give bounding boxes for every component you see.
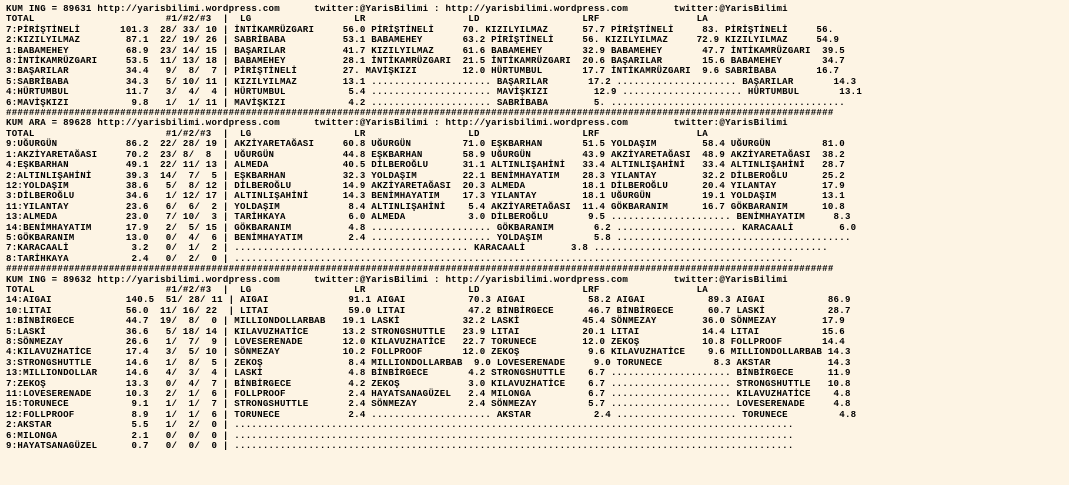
- result-row: 1:BABAMEHEY 68.9 23/ 14/ 15 | BAŞARILAR 41.7 KIZILYILMAZ 61.6 BABAMEHEY 32.9 BABAMEHEY 47.7 İNTİKAMRÜZGARI 39.5: [6, 44, 845, 56]
- result-row: 8:İNTİKAMRÜZGARI 53.5 11/ 13/ 18 | BABAMEHEY 28.1 İNTİKAMRÜZGARI 21.5 İNTİKAMRÜZGARI 20.6 BAŞARILAR 15.6 BABAMEHEY 34.7: [6, 55, 845, 67]
- result-row: 8:SÖNMEZAY 26.6 1/ 7/ 9 | LOVESERENADE 12.0 KILAVUZHATİCE 22.7 TORUNECE 12.0 ZEKOŞ 10.8 FOLLPROOF 14.4: [6, 336, 845, 347]
- result-row: 11:YILANTAY 23.6 6/ 6/ 2 | YOLDAŞIM 8.4 ALTINLIŞAHİNİ 5.4 AKZİYARETAĞASI 11.4 GÖKBARANIM 16.7 GÖKBARANIM 10.8: [6, 200, 845, 212]
- result-row: 7:KARACAALİ 3.2 0/ 1/ 2 | ......................................... KARACAALİ 3.8 .........................................: [6, 242, 828, 254]
- result-row: 6:MAVİŞKIZI 9.8 1/ 1/ 11 | MAVİŞKIZI 4.2 ..................... SABRİBABA 5. .........................................: [6, 96, 845, 108]
- result-row: 4:EŞKBARHAN 49.1 22/ 11/ 13 | ALMEDA 40.5 DİLBEROĞLU 31.1 ALTINLIŞAHİNİ 33.4 ALTINLIŞAHİNİ 33.4 ALTINLIŞAHİNİ 28.7: [6, 159, 845, 171]
- result-row: 13:MILLIONDOLLAR 14.6 4/ 3/ 4 | LASKİ 4.8 BİNBİRGECE 4.2 STRONGSHUTTLE 6.7 ..................... BİNBİRGECE 11.9: [6, 367, 851, 379]
- result-row: 1:BİNBİRGECE 44.7 19/ 8/ 0 | MILLIONDOLLARBAB 19.1 LASKİ 32.2 LASKİ 45.4 SÖNMEZAY 36.0 SÖNMEZAY 17.9: [6, 315, 845, 327]
- result-row: 15:TORUNECE 9.1 1/ 1/ 7 | STRONGSHUTTLE 2.4 SÖNMEZAY 2.4 SÖNMEZAY 5.7 ..................... LOVESERENADE 4.8: [6, 398, 851, 410]
- result-row: 2:AKSTAR 5.5 1/ 2/ 0 | ..................................................................................................: [6, 419, 794, 431]
- result-row: 4:KILAVUZHATİCE 17.4 3/ 5/ 10 | SÖNMEZAY 10.2 FOLLPROOF 12.0 ZEKOŞ 9.6 KILAVUZHATİCE 9.6 MILLIONDOLLARBAB 14.3: [6, 346, 851, 358]
- result-row: 5:GÖKBARANIM 13.0 0/ 4/ 6 | BENİMHAYATIM 2.4 ..................... YOLDAŞIM 5.8 .........................................: [6, 231, 851, 243]
- separator-line: #################################################################################################################################################: [6, 107, 834, 119]
- result-row: 1:AKZİYARETAĞASI 70.2 23/ 8/ 8 | UĞURGÜN 44.8 EŞKBARHAN 58.9 UĞURGÜN 43.9 AKZİYARETAĞASI 48.9 AKZİYARETAĞASI 38.2: [6, 148, 845, 160]
- result-row: 7:PİRİŞTİNELİ 101.3 28/ 33/ 10 | İNTİKAMRÜZGARI 56.0 PİRİŞTİNELİ 70. KIZILYILMAZ 57.7 PİRİŞTİNELİ 83. PİRİŞTİNELİ 56.: [6, 23, 834, 35]
- result-row: 3:STRONGSHUTTLE 14.6 1/ 8/ 5 | ZEKOŞ 8.4 MILLIONDOLLARBAB 9.0 LOVESERENADE 9.0 TORUNECE 8.3 AKSTAR 14.3: [6, 356, 851, 368]
- result-row: 2:KIZILYILMAZ 87.1 22/ 19/ 26 | SABRİBABA 53.1 BABAMEHEY 63.2 PİRİŞTİNELİ 56. KIZILYILMAZ 72.9 KIZILYILMAZ 54.9: [6, 34, 840, 46]
- race-results-report: [6, 4, 1069, 451]
- column-header-line: TOTAL #1/#2/#3 | LG LR LD LRF LA: [6, 13, 708, 25]
- column-header-line: TOTAL #1/#2/#3 | LG LR LD LRF LA: [6, 127, 708, 139]
- result-row: 14:AIGAI 140.5 51/ 28/ 11 | AIGAI 91.1 AIGAI 70.3 AIGAI 58.2 AIGAI 89.3 AIGAI 86.9: [6, 294, 851, 306]
- result-row: 11:LOVESERENADE 10.3 2/ 1/ 6 | FOLLPROOF 2.4 HAYATSANAGÜZEL 2.4 MILONGA 6.7 ..................... KILAVUZHATİCE 4.8: [6, 388, 851, 400]
- result-row: 2:ALTINLIŞAHİNİ 39.3 14/ 7/ 5 | EŞKBARHAN 32.3 YOLDAŞIM 22.1 BENİMHAYATIM 28.3 YILANTAY 32.2 DİLBEROĞLU 25.2: [6, 169, 845, 181]
- separator-line: #################################################################################################################################################: [6, 263, 834, 275]
- result-row: 7:ZEKOŞ 13.3 0/ 4/ 7 | BİNBİRGECE 4.2 ZEKOŞ 3.0 KILAVUZHATİCE 6.7 ..................... STRONGSHUTTLE 10.8: [6, 377, 851, 389]
- race-header-line: KUM ARA = 89628 http://yarisbilimi.wordpress.com twitter:@YarisBilimi : http://yarisbilimi.wordpress.com twitter:@YarisBilimi: [6, 117, 788, 129]
- result-row: 12:FOLLPROOF 8.9 1/ 1/ 6 | TORUNECE 2.4 ..................... AKSTAR 2.4 ..................... TORUNECE 4.8: [6, 408, 857, 420]
- result-row: 13:ALMEDA 23.0 7/ 10/ 3 | TARİHKAYA 6.0 ALMEDA 3.0 DİLBEROĞLU 9.5 ..................... BENİMHAYATIM 8.3: [6, 211, 851, 223]
- result-row: 4:HÜRTUMBUL 11.7 3/ 4/ 4 | HÜRTUMBUL 5.4 ..................... MAVİŞKIZI 12.9 ..................... HÜRTUMBUL 13.1: [6, 86, 863, 98]
- result-row: 8:TARİHKAYA 2.4 0/ 2/ 0 | ..................................................................................................: [6, 252, 794, 264]
- result-row: 9:UĞURGÜN 86.2 22/ 28/ 19 | AKZİYARETAĞASI 60.8 UĞURGÜN 71.0 EŞKBARHAN 51.5 YOLDAŞIM 58.4 UĞURGÜN 81.0: [6, 138, 845, 150]
- column-header-line: TOTAL #1/#2/#3 | LG LR LD LRF LA: [6, 283, 708, 295]
- result-row: 5:LASKİ 36.6 5/ 18/ 14 | KILAVUZHATİCE 13.2 STRONGSHUTTLE 23.9 LITAI 20.1 LITAI 14.4 LITAI 15.6: [6, 325, 845, 337]
- result-row: 3:DİLBEROĞLU 34.6 1/ 12/ 17 | ALTINLIŞAHİNİ 14.3 BENİMHAYATIM 17.3 YILANTAY 18.1 UĞURGÜN 19.1 YOLDAŞIM 13.1: [6, 190, 845, 202]
- result-row: 6:MILONGA 2.1 0/ 0/ 0 | ..................................................................................................: [6, 429, 794, 441]
- result-row: 5:SABRİBABA 34.3 5/ 10/ 11 | KIZILYILMAZ 13.1 ..................... BAŞARILAR 17.2 ..................... BAŞARILAR 14.3: [6, 75, 857, 87]
- race-header-line: KUM ING = 89632 http://yarisbilimi.wordpress.com twitter:@YarisBilimi : http://yarisbilimi.wordpress.com twitter:@YarisBilimi: [6, 273, 788, 285]
- result-row: 12:YOLDAŞIM 38.6 5/ 8/ 12 | DİLBEROĞLU 14.9 AKZİYARETAĞASI 20.3 ALMEDA 18.1 DİLBEROĞLU 20.4 YILANTAY 17.9: [6, 179, 845, 191]
- result-row: 14:BENİMHAYATIM 17.9 2/ 5/ 15 | GÖKBARANIM 4.8 ..................... GÖKBARANIM 6.2 ..................... KARACAALİ 6.0: [6, 221, 857, 233]
- result-row: 9:HAYATSANAGÜZEL 0.7 0/ 0/ 0 | ..................................................................................................: [6, 440, 794, 452]
- result-row: 10:LITAI 56.0 11/ 16/ 22 | LITAI 59.0 LITAI 47.2 BİNBİRGECE 46.7 BİNBİRGECE 60.7 LASKİ 28.7: [6, 304, 851, 316]
- race-header-line: KUM ING = 89631 http://yarisbilimi.wordpress.com twitter:@YarisBilimi : http://yarisbilimi.wordpress.com twitter:@YarisBilimi: [6, 3, 788, 14]
- result-row: 3:BAŞARILAR 34.4 9/ 8/ 7 | PİRİŞTİNELİ 27. MAVİŞKIZI 12.0 HÜRTUMBUL 17.7 İNTİKAMRÜZGARI 9.6 SABRİBABA 16.7: [6, 65, 840, 77]
